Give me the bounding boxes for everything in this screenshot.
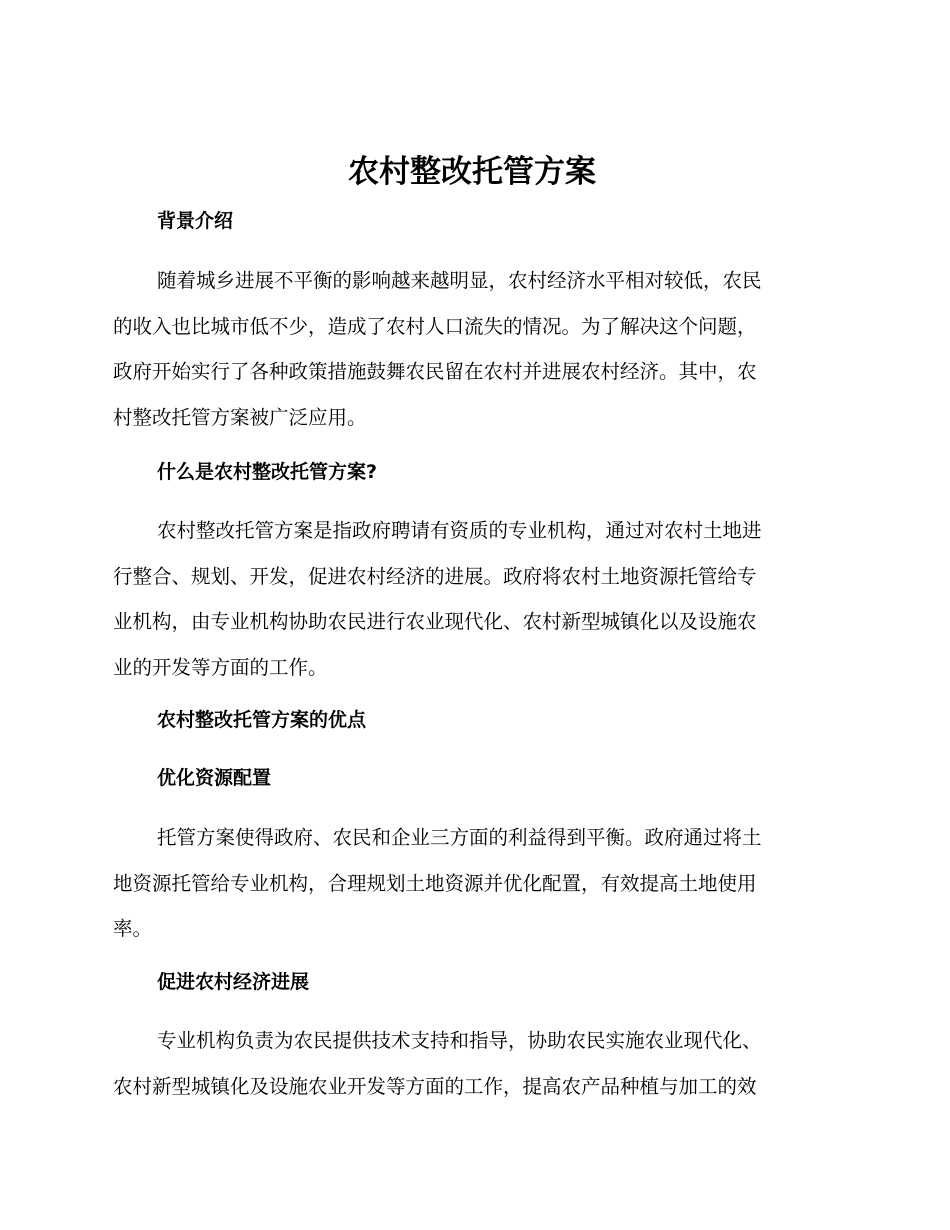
section-heading-resource-allocation: 优化资源配置 xyxy=(157,767,272,789)
paragraph-line: 业机构，由专业机构协助农民进行农业现代化、农村新型城镇化以及设施农 xyxy=(113,610,757,634)
paragraph-line: 地资源托管给专业机构，合理规划土地资源并优化配置，有效提高土地使用 xyxy=(113,871,757,895)
paragraph-line: 农村新型城镇化及设施农业开发等方面的工作，提高农产品种植与加工的效 xyxy=(113,1074,757,1098)
paragraph-line: 村整改托管方案被广泛应用。 xyxy=(113,405,367,429)
section-heading-economic-development: 促进农村经济进展 xyxy=(157,971,310,993)
paragraph-line: 随着城乡进展不平衡的影响越来越明显，农村经济水平相对较低，农民 xyxy=(157,269,762,292)
paragraph-line: 率。 xyxy=(113,917,153,941)
section-heading-advantages: 农村整改托管方案的优点 xyxy=(157,709,367,731)
paragraph-line: 行整合、规划、开发，促进农村经济的进展。政府将农村土地资源托管给专 xyxy=(113,564,757,588)
paragraph-line: 政府开始实行了各种政策措施鼓舞农民留在农村并进展农村经济。其中，农 xyxy=(113,360,757,384)
paragraph-line: 农村整改托管方案是指政府聘请有资质的专业机构，通过对农村土地进 xyxy=(157,519,762,542)
paragraph-background xyxy=(113,258,831,440)
paragraph-line: 的收入也比城市低不少，造成了农村人口流失的情况。为了解决这个问题， xyxy=(113,314,757,338)
paragraph-line: 专业机构负责为农民提供技术支持和指导，协助农民实施农业现代化、 xyxy=(157,1029,762,1052)
section-heading-background: 背景介绍 xyxy=(157,210,234,232)
paragraph-economic-development xyxy=(113,1018,831,1109)
paragraph-definition xyxy=(113,508,831,690)
paragraph-line: 托管方案使得政府、农民和企业三方面的利益得到平衡。政府通过将土 xyxy=(157,826,762,849)
document-title: 农村整改托管方案 xyxy=(348,154,596,190)
paragraph-line: 业的开发等方面的工作。 xyxy=(113,655,328,679)
section-heading-definition: 什么是农村整改托管方案? xyxy=(157,461,378,483)
paragraph-resource-allocation xyxy=(113,815,831,952)
